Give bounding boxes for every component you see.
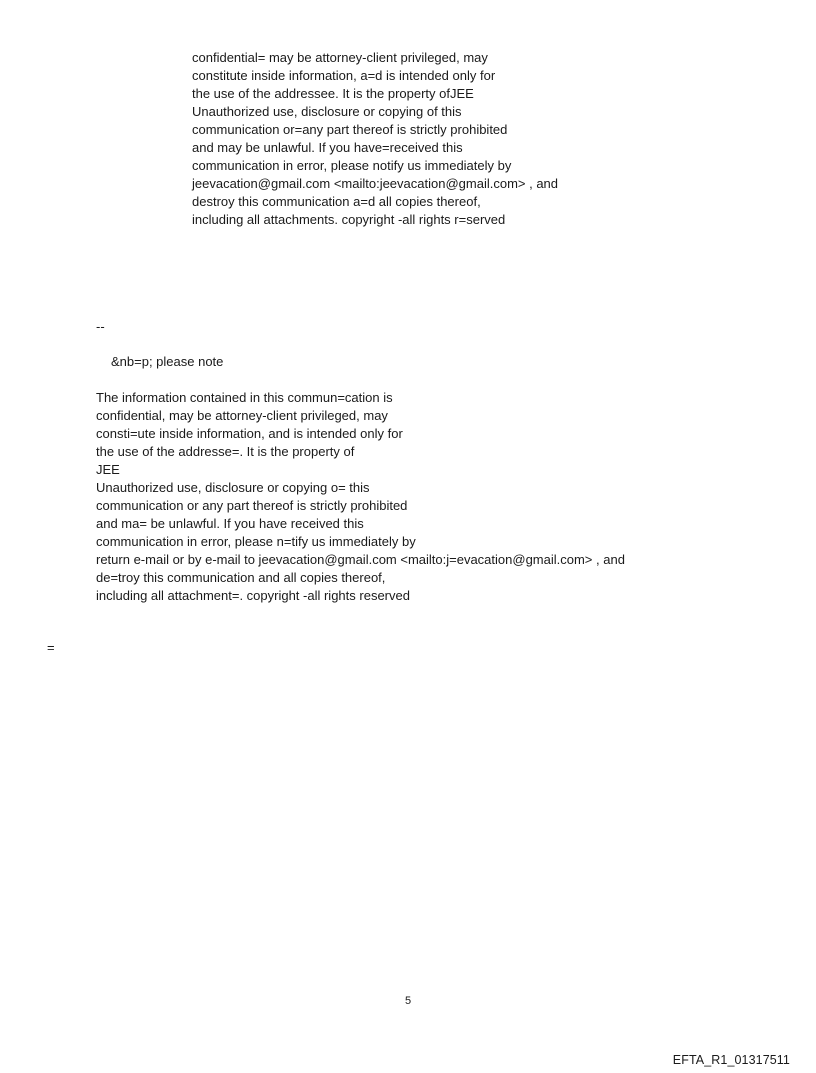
text-line: communication in error, please notify us immediately by (192, 158, 512, 173)
text-line: including all attachments. copyright -all rights r=served (192, 212, 506, 227)
text-line: JEE (96, 462, 120, 477)
text-line: communication in error, please n=tify us immediately by (96, 534, 416, 549)
signature-separator: -- (96, 319, 105, 334)
text-line: communication or=any part thereof is strictly prohibited (192, 122, 508, 137)
equals-marker: = (47, 640, 55, 655)
text-line: destroy this communication a=d all copies thereof, (192, 194, 481, 209)
text-line: the use of the addressee. It is the property ofJEE (192, 86, 474, 101)
text-line: return e-mail or by e-mail to jeevacation@gmail.com <mailto:j=evacation@gmail.com> , and (96, 552, 625, 567)
text-line: jeevacation@gmail.com <mailto:jeevacation@gmail.com> , and (192, 176, 559, 191)
text-line: including all attachment=. copyright -all rights reserved (96, 588, 410, 603)
text-line: consti=ute inside information, and is intended only for (96, 426, 403, 441)
document-id: EFTA_R1_01317511 (672, 1053, 790, 1067)
text-line: confidential, may be attorney-client privileged, may (96, 408, 388, 423)
page-number: 5 (404, 995, 412, 1007)
text-line: and ma= be unlawful. If you have received this (96, 516, 364, 531)
text-line: and may be unlawful. If you have=received this (192, 140, 463, 155)
text-line: the use of the addresse=. It is the property of (96, 444, 355, 459)
text-line: Unauthorized use, disclosure or copying of this (192, 104, 462, 119)
text-line: Unauthorized use, disclosure or copying o= this (96, 480, 370, 495)
text-line: constitute inside information, a=d is intended only for (192, 68, 496, 83)
text-line: de=troy this communication and all copies thereof, (96, 570, 386, 585)
please-note-line: &nb=p; please note (111, 354, 224, 369)
text-line: communication or any part thereof is strictly prohibited (96, 498, 408, 513)
text-line: confidential= may be attorney-client privileged, may (192, 50, 488, 65)
text-line: The information contained in this commun=cation is (96, 390, 393, 405)
